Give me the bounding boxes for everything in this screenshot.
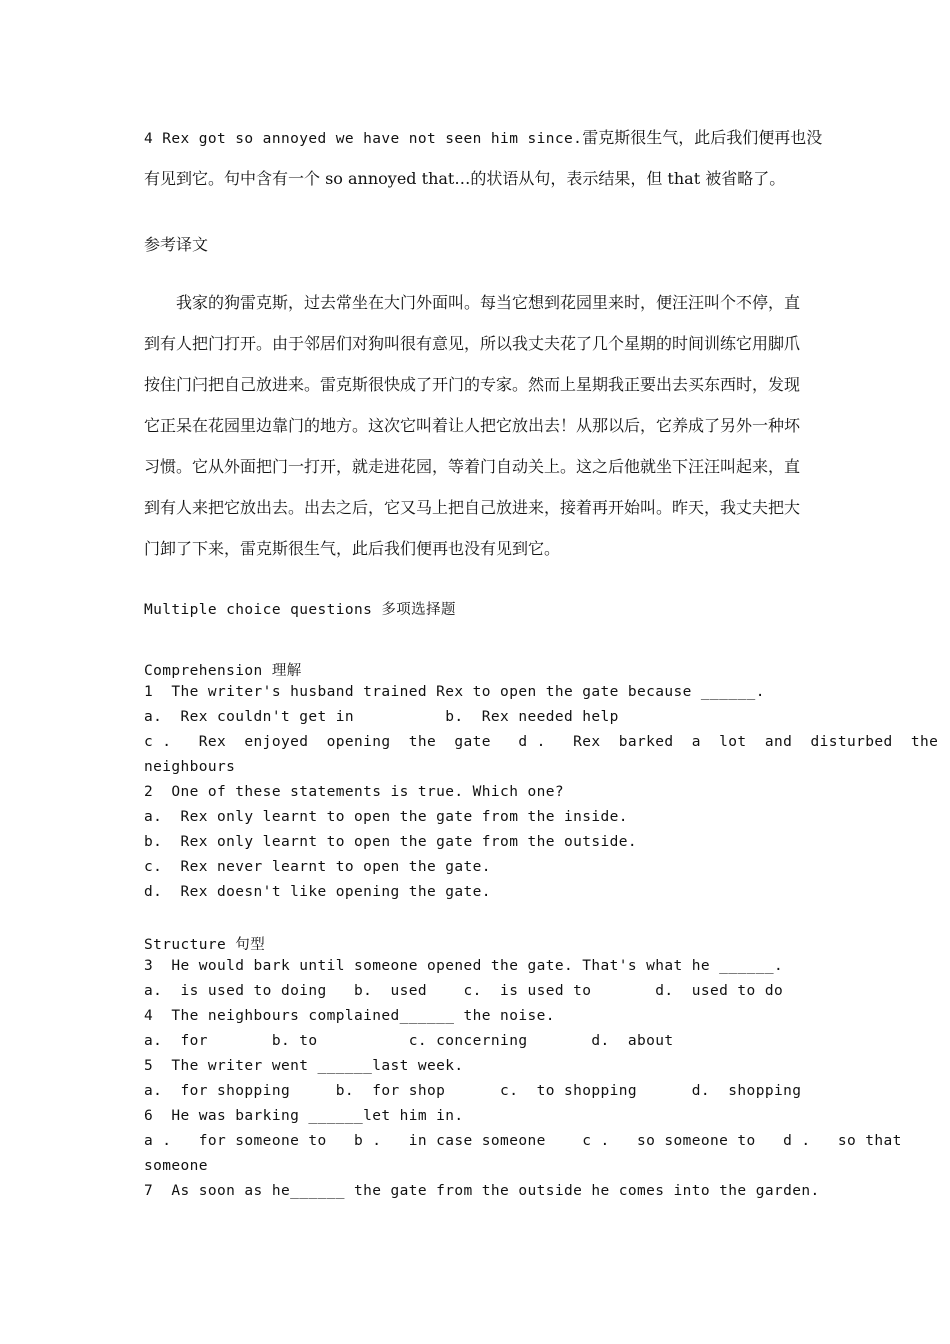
option-line: a. for shopping b. for shop c. to shopping d. shopping <box>144 1083 802 1099</box>
option-line: d. Rex doesn't like opening the gate. <box>144 884 491 900</box>
mcq-heading: Multiple choice questions 多项选择题 <box>144 602 456 618</box>
translation-heading: 参考译文 <box>144 235 209 254</box>
option-line: a . for someone to b . in case someone c . so someone to d . so that <box>144 1133 902 1149</box>
comprehension-heading: Comprehension 理解 <box>144 663 302 679</box>
option-line: c . Rex enjoyed opening the gate d . Rex barked a lot and disturbed the <box>144 734 939 750</box>
question-line: 3 He would bark until someone opened the gate. That's what he ______. <box>144 958 784 974</box>
option-line: a. for b. to c. concerning d. about <box>144 1033 674 1049</box>
question-line: 2 One of these statements is true. Which one? <box>144 784 564 800</box>
question-line: 4 The neighbours complained______ the noise. <box>144 1008 555 1024</box>
structure-heading: Structure 句型 <box>144 937 266 953</box>
note-4-english: 4 Rex got so annoyed we have not seen him since. <box>144 131 583 147</box>
option-line: neighbours <box>144 759 236 775</box>
option-line: someone <box>144 1158 208 1174</box>
option-line: c. Rex never learnt to open the gate. <box>144 859 491 875</box>
question-line: 1 The writer's husband trained Rex to open the gate because ______. <box>144 684 765 700</box>
note-4 <box>144 118 824 199</box>
option-line: a. is used to doing b. used c. is used to d. used to do <box>144 983 784 999</box>
question-line: 6 He was barking ______let him in. <box>144 1108 464 1124</box>
option-line: a. Rex couldn't get in b. Rex needed help <box>144 709 619 725</box>
translation-paragraph: 我家的狗雷克斯，过去常坐在大门外面叫。每当它想到花园里来时，便汪汪叫个不停，直到有人把门打开。由于邻居们对狗叫很有意见，所以我丈夫花了几个星期的时间训练它用脚爪按住门闩把自己放进来。雷克斯很快成了开门的专家。然而上星期我正要出去买东西时，发现它正呆在花园里边靠门的地方。这次它叫着让人把它放出去！从那以后，它养成了另外一种坏习惯。它从外面把门一打开，就走进花园，等着门自动关上。这之后他就坐下汪汪叫起来，直到有人来把它放出去。出去之后，它又马上把自己放进来，接着再开始叫。昨天，我丈夫把大门卸了下来，雷克斯很生气，此后我们便再也没有见到它。 <box>144 293 801 558</box>
option-line: b. Rex only learnt to open the gate from the outside. <box>144 834 638 850</box>
question-line: 5 The writer went ______last week. <box>144 1058 464 1074</box>
question-line: 7 As soon as he______ the gate from the outside he comes into the garden. <box>144 1183 820 1199</box>
note-4-chinese: 雷克斯很生气，此后我们便再也没有见到它。句中含有一个 so annoyed that…的状语从句，表示结果，但 that 被省略了。 <box>144 128 823 188</box>
option-line: a. Rex only learnt to open the gate from the inside. <box>144 809 628 825</box>
